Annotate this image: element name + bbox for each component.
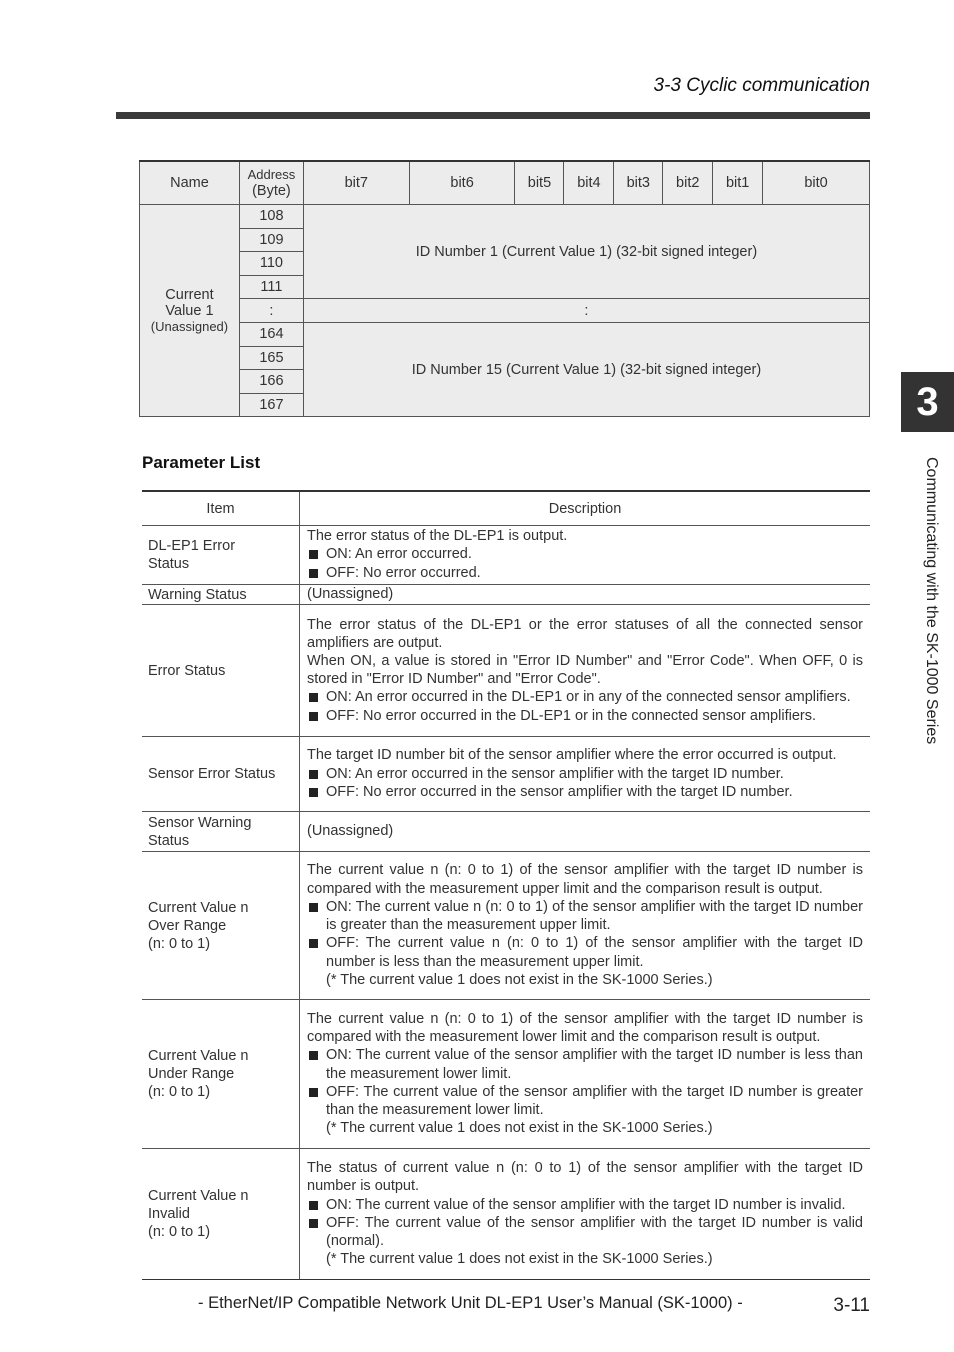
- description-text: The error status of the DL-EP1 or the error statuses of all the connected sensor amplifiers are output.: [307, 616, 863, 651]
- col-bit5: bit5: [515, 161, 564, 205]
- bullet-item: OFF: No error occurred in the sensor amplifier with the target ID number.: [307, 783, 863, 801]
- table-row: [142, 526, 870, 585]
- description-text: (Unassigned): [307, 823, 394, 840]
- id-ellipsis: :: [303, 299, 869, 323]
- item-line: (n: 0 to 1): [148, 1084, 211, 1101]
- table-row: [142, 585, 870, 605]
- table-row: [142, 852, 870, 1000]
- note-text: (* The current value 1 does not exist in the SK-1000 Series.): [326, 1251, 713, 1268]
- parameter-rows: [142, 526, 870, 1280]
- table-row: [142, 1149, 870, 1280]
- address-cell: 109: [239, 228, 303, 252]
- manual-title: - EtherNet/IP Compatible Network Unit DL-EP1 User’s Manual (SK-1000) -: [198, 1294, 743, 1312]
- address-cell: :: [239, 299, 303, 323]
- description-cell: [300, 812, 871, 852]
- header-rule: [116, 112, 870, 119]
- item-line: (n: 0 to 1): [148, 935, 211, 952]
- item-line: Error Status: [148, 662, 226, 679]
- item-line: Over Range: [148, 917, 227, 934]
- id-group-1: ID Number 1 (Current Value 1) (32-bit signed integer): [303, 205, 869, 299]
- col-name: Name: [140, 161, 240, 205]
- page-number: 3-11: [833, 1295, 870, 1316]
- bullet-item: ON: An error occurred in the sensor amplifier with the target ID number.: [307, 765, 863, 783]
- item-cell: [142, 605, 300, 737]
- parameter-list-heading: Parameter List: [142, 453, 261, 472]
- description-text: The error status of the DL-EP1 is output.: [307, 528, 568, 545]
- id-group-15: ID Number 15 (Current Value 1) (32-bit signed integer): [303, 322, 869, 416]
- description-cell: [300, 1149, 871, 1280]
- description-text: The current value n (n: 0 to 1) of the sensor amplifier with the target ID number is compared with the measurement lower limit and the comparison result is output.: [307, 1010, 863, 1046]
- item-cell: [142, 585, 300, 605]
- bullet-item: ON: The current value n (n: 0 to 1) of the sensor amplifier with the target ID number is greater than the measurement upper limit.: [307, 898, 863, 934]
- col-item: Item: [142, 491, 300, 526]
- chapter-title: Communicating with the SK-1000 Series: [923, 457, 940, 745]
- description-text: When ON, a value is stored in "Error ID Number" and "Error Code". When OFF, 0 is stored in "Error ID Number" and "Error Code".: [307, 653, 863, 688]
- item-cell: [142, 737, 300, 812]
- description-cell: [300, 526, 871, 585]
- col-bit1: bit1: [713, 161, 763, 205]
- item-line: Current Value n: [148, 899, 249, 916]
- description-cell: [300, 1000, 871, 1149]
- section-title: 3-3 Cyclic communication: [653, 75, 870, 96]
- bullet-item: ON: An error occurred in the DL-EP1 or in any of the connected sensor amplifiers.: [307, 688, 863, 706]
- col-description: Description: [300, 491, 871, 526]
- description-text: The target ID number bit of the sensor amplifier where the error occurred is output.: [307, 747, 837, 764]
- name-line2: Value 1: [165, 302, 214, 319]
- item-line: DL-EP1 Error: [148, 538, 236, 554]
- item-line: (n: 0 to 1): [148, 1224, 211, 1241]
- name-line3: (Unassigned): [150, 318, 229, 334]
- table-row: [142, 605, 870, 737]
- col-bit3: bit3: [614, 161, 663, 205]
- col-address-top: Address: [247, 166, 296, 182]
- item-cell: [142, 1000, 300, 1149]
- item-cell: [142, 812, 300, 852]
- address-cell: 164: [239, 322, 303, 346]
- col-address: [239, 161, 303, 205]
- address-cell: 167: [239, 393, 303, 417]
- item-line: Invalid: [148, 1206, 190, 1223]
- note-text: (* The current value 1 does not exist in the SK-1000 Series.): [326, 1120, 713, 1137]
- bullet-item: ON: The current value of the sensor amplifier with the target ID number is less than the measurement lower limit.: [307, 1046, 863, 1082]
- col-address-bottom: (Byte): [252, 182, 291, 199]
- name-line1: Current: [165, 286, 214, 303]
- chapter-tab: 3: [901, 372, 954, 432]
- col-bit0: bit0: [763, 161, 870, 205]
- item-line: Status: [148, 832, 190, 849]
- item-line: Status: [148, 556, 190, 572]
- item-line: Under Range: [148, 1066, 235, 1083]
- name-cell: [140, 205, 240, 417]
- bullet-item: OFF: The current value of the sensor amplifier with the target ID number is valid (normal).: [307, 1214, 863, 1250]
- description-cell: [300, 737, 871, 812]
- bullet-item: OFF: No error occurred in the DL-EP1 or in the connected sensor amplifiers.: [307, 707, 863, 725]
- address-cell: 166: [239, 370, 303, 394]
- table-row: [142, 737, 870, 812]
- table-row: [142, 1000, 870, 1149]
- description-cell: [300, 852, 871, 1000]
- item-line: Sensor Warning: [148, 814, 252, 831]
- col-bit4: bit4: [564, 161, 614, 205]
- item-line: Current Value n: [148, 1048, 249, 1065]
- description-text: The status of current value n (n: 0 to 1) of the sensor amplifier with the target ID number is output.: [307, 1160, 863, 1195]
- item-cell: [142, 1149, 300, 1280]
- description-text: (Unassigned): [307, 586, 394, 602]
- address-cell: 110: [239, 252, 303, 276]
- item-line: Sensor Error Status: [148, 766, 276, 783]
- address-cell: 165: [239, 346, 303, 370]
- col-bit2: bit2: [663, 161, 713, 205]
- table-row: [142, 812, 870, 852]
- description-cell: [300, 605, 871, 737]
- item-line: Current Value n: [148, 1188, 249, 1205]
- description-text: The current value n (n: 0 to 1) of the sensor amplifier with the target ID number is compared with the measurement upper limit and the comparison result is output.: [307, 862, 863, 897]
- col-bit7: bit7: [303, 161, 409, 205]
- col-bit6: bit6: [409, 161, 515, 205]
- bullet-item: ON: The current value of the sensor amplifier with the target ID number is invalid.: [307, 1196, 863, 1214]
- bullet-item: ON: An error occurred.: [307, 545, 863, 563]
- bullet-item: OFF: No error occurred.: [307, 564, 863, 582]
- address-cell: 108: [239, 205, 303, 229]
- bullet-item: OFF: The current value of the sensor amplifier with the target ID number is greater than the measurement lower limit.: [307, 1083, 863, 1119]
- parameter-table: [142, 490, 870, 1280]
- bullet-item: OFF: The current value n (n: 0 to 1) of the sensor amplifier with the target ID number is less than the measurement upper limit.: [307, 934, 863, 970]
- item-line: Warning Status: [148, 586, 247, 603]
- address-cell: 111: [239, 275, 303, 299]
- register-table: [139, 160, 870, 417]
- item-cell: [142, 852, 300, 1000]
- item-cell: [142, 526, 300, 585]
- description-cell: [300, 585, 871, 605]
- note-text: (* The current value 1 does not exist in the SK-1000 Series.): [326, 971, 713, 988]
